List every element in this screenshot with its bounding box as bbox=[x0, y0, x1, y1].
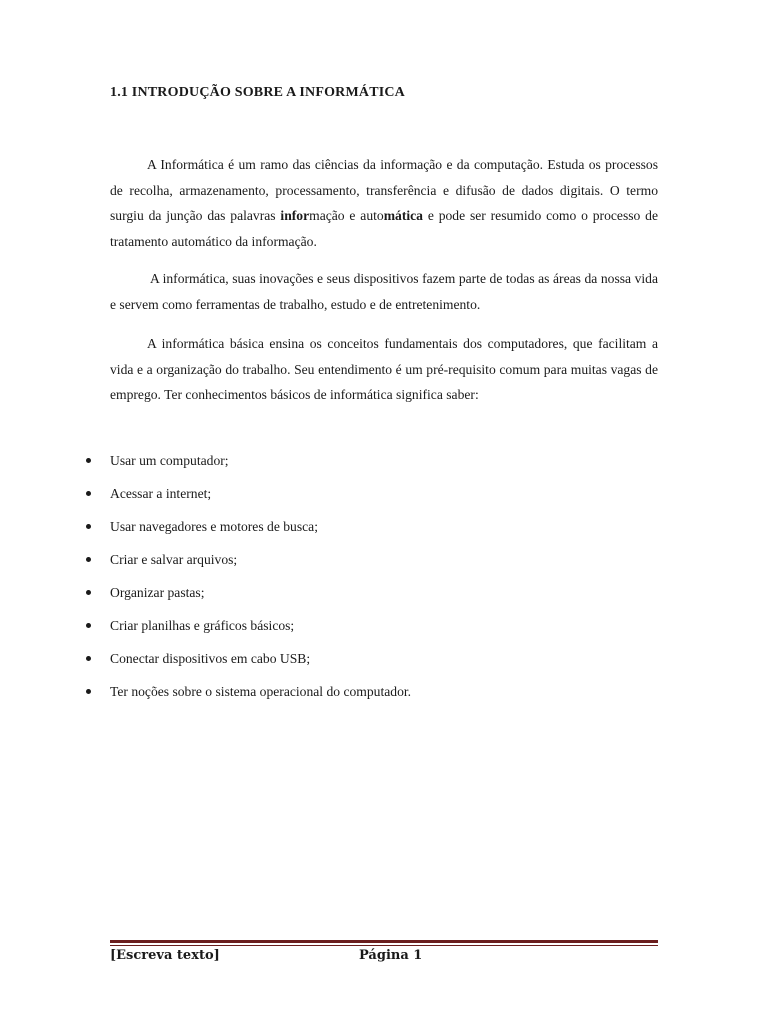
list-item-text: Usar um computador; bbox=[110, 453, 229, 468]
paragraph-intro-bold-matica: mática bbox=[383, 208, 423, 223]
list-item-text: Ter noções sobre o sistema operacional do computador. bbox=[110, 684, 412, 699]
bullet-icon bbox=[86, 656, 91, 661]
list-item-text: Acessar a internet; bbox=[110, 486, 212, 501]
bullet-icon bbox=[86, 689, 91, 694]
paragraph-intro-text-3: e pode ser resumido como o processo de tratamento automático da informação. bbox=[110, 208, 658, 249]
list-item bbox=[0, 580, 768, 613]
footer-page-number: Página 1 bbox=[359, 948, 423, 963]
skills-list bbox=[0, 448, 768, 712]
paragraph-innovations: A informática, suas inovações e seus dispositivos fazem parte de todas as áreas da nossa vida e servem como ferramentas de trabalho, estudo e de entretenimento. bbox=[110, 271, 658, 312]
paragraph-intro-text-2: mação e auto bbox=[309, 208, 384, 223]
section-heading: 1.1 INTRODUÇÃO SOBRE A INFORMÁTICA bbox=[110, 85, 405, 100]
paragraph-intro-text-1: A Informática é um ramo das ciências da informação e da computação. Estuda os processos de recolha, armazenamento, processamento, transferência e difusão de dados digitais. O termo surgiu da junção das palavras bbox=[110, 157, 658, 223]
list-item bbox=[0, 514, 768, 547]
bullet-icon bbox=[86, 590, 91, 595]
bullet-icon bbox=[86, 557, 91, 562]
list-item bbox=[0, 547, 768, 580]
bullet-icon bbox=[86, 491, 91, 496]
list-item-text: Conectar dispositivos em cabo USB; bbox=[110, 651, 311, 666]
bullet-icon bbox=[86, 623, 91, 628]
footer-divider-thick bbox=[110, 940, 658, 943]
footer-divider-thin bbox=[110, 945, 658, 946]
list-item bbox=[0, 481, 768, 514]
list-item-text: Criar planilhas e gráficos básicos; bbox=[110, 618, 295, 633]
list-item-text: Organizar pastas; bbox=[110, 585, 205, 600]
footer-placeholder-text[interactable]: [Escreva texto] bbox=[110, 948, 220, 963]
bullet-icon bbox=[86, 458, 91, 463]
list-item bbox=[0, 679, 768, 712]
list-item-text: Usar navegadores e motores de busca; bbox=[110, 519, 318, 534]
list-item bbox=[0, 613, 768, 646]
list-item-text: Criar e salvar arquivos; bbox=[110, 552, 238, 567]
paragraph-basics: A informática básica ensina os conceitos fundamentais dos computadores, que facilitam a vida e a organização do trabalho. Seu entendimento é um pré-requisito comum para muitas vagas de emprego. Ter conhecimentos básicos de informática significa saber: bbox=[110, 336, 658, 402]
paragraph-intro bbox=[110, 152, 658, 254]
bullet-icon bbox=[86, 524, 91, 529]
paragraph-intro-bold-infor: infor bbox=[280, 208, 310, 223]
list-item bbox=[0, 646, 768, 679]
list-item bbox=[0, 448, 768, 481]
